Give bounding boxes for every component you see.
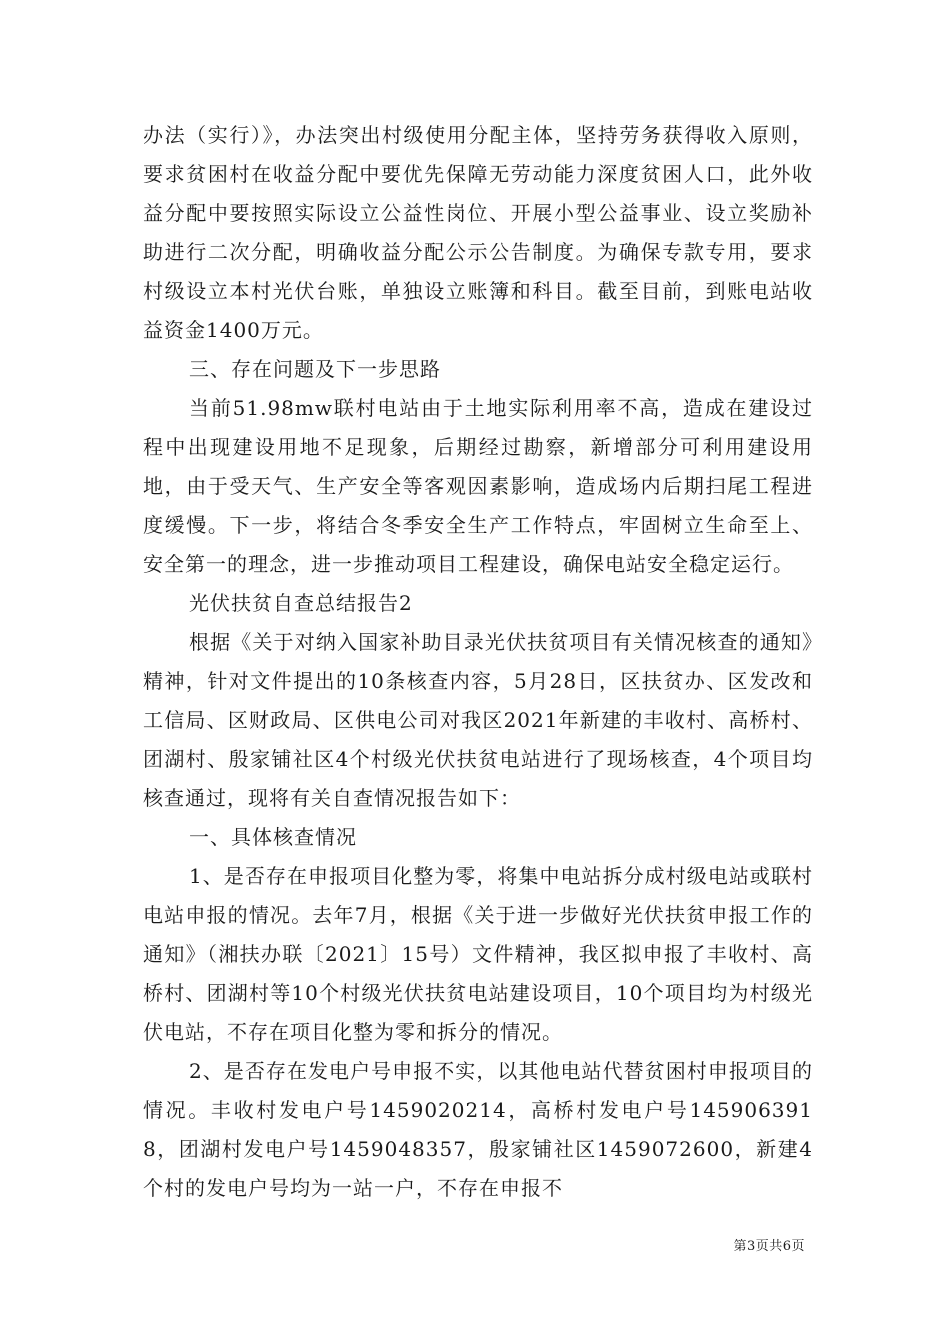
paragraph-item-1: 1、是否存在申报项目化整为零，将集中电站拆分成村级电站或联村电站申报的情况。去年7月，根据《关于进一步做好光伏扶贫申报工作的通知》（湘扶办联〔2021〕15号）文件精神，我区拟申报了丰收村、高桥村、团湖村等10个村级光伏扶贫电站建设项目，10个项目均为村级光伏电站，不存在项目化整为零和拆分的情况。 bbox=[143, 864, 813, 1044]
paragraph-item-2: 2、是否存在发电户号申报不实，以其他电站代替贫困村申报项目的情况。丰收村发电户号1459020214，高桥村发电户号1459063918，团湖村发电户号1459048357，殷家铺社区1459072600，新建4个村的发电户号均为一站一户，不存在申报不 bbox=[143, 1059, 813, 1200]
report-title-2: 光伏扶贫自查总结报告2 bbox=[189, 591, 413, 615]
page-number: 第3页共6页 bbox=[733, 1239, 805, 1254]
section-heading-problems: 三、存在问题及下一步思路 bbox=[189, 357, 441, 381]
document-body bbox=[143, 116, 813, 1208]
paragraph-distribution: 办法（实行）》，办法突出村级使用分配主体，坚持劳务获得收入原则，要求贫困村在收益分配中要优先保障无劳动能力深度贫困人口，此外收益分配中要按照实际设立公益性岗位、开展小型公益事业、设立奖励补助进行二次分配，明确收益分配公示公告制度。为确保专款专用，要求村级设立本村光伏台账，单独设立账簿和科目。截至目前，到账电站收益资金1400万元。 bbox=[143, 123, 813, 342]
paragraph-problems: 当前51.98mw联村电站由于土地实际利用率不高，造成在建设过程中出现建设用地不足现象，后期经过勘察，新增部分可利用建设用地，由于受天气、生产安全等客观因素影响，造成场内后期扫尾工程进度缓慢。下一步，将结合冬季安全生产工作特点，牢固树立生命至上、安全第一的理念，进一步推动项目工程建设，确保电站安全稳定运行。 bbox=[143, 396, 813, 576]
section-heading-inspection: 一、具体核查情况 bbox=[189, 825, 357, 849]
paragraph-intro: 根据《关于对纳入国家补助目录光伏扶贫项目有关情况核查的通知》精神，针对文件提出的10条核查内容，5月28日，区扶贫办、区发改和工信局、区财政局、区供电公司对我区2021年新建的丰收村、高桥村、团湖村、殷家铺社区4个村级光伏扶贫电站进行了现场核查，4个项目均核查通过，现将有关自查情况报告如下： bbox=[143, 630, 813, 810]
